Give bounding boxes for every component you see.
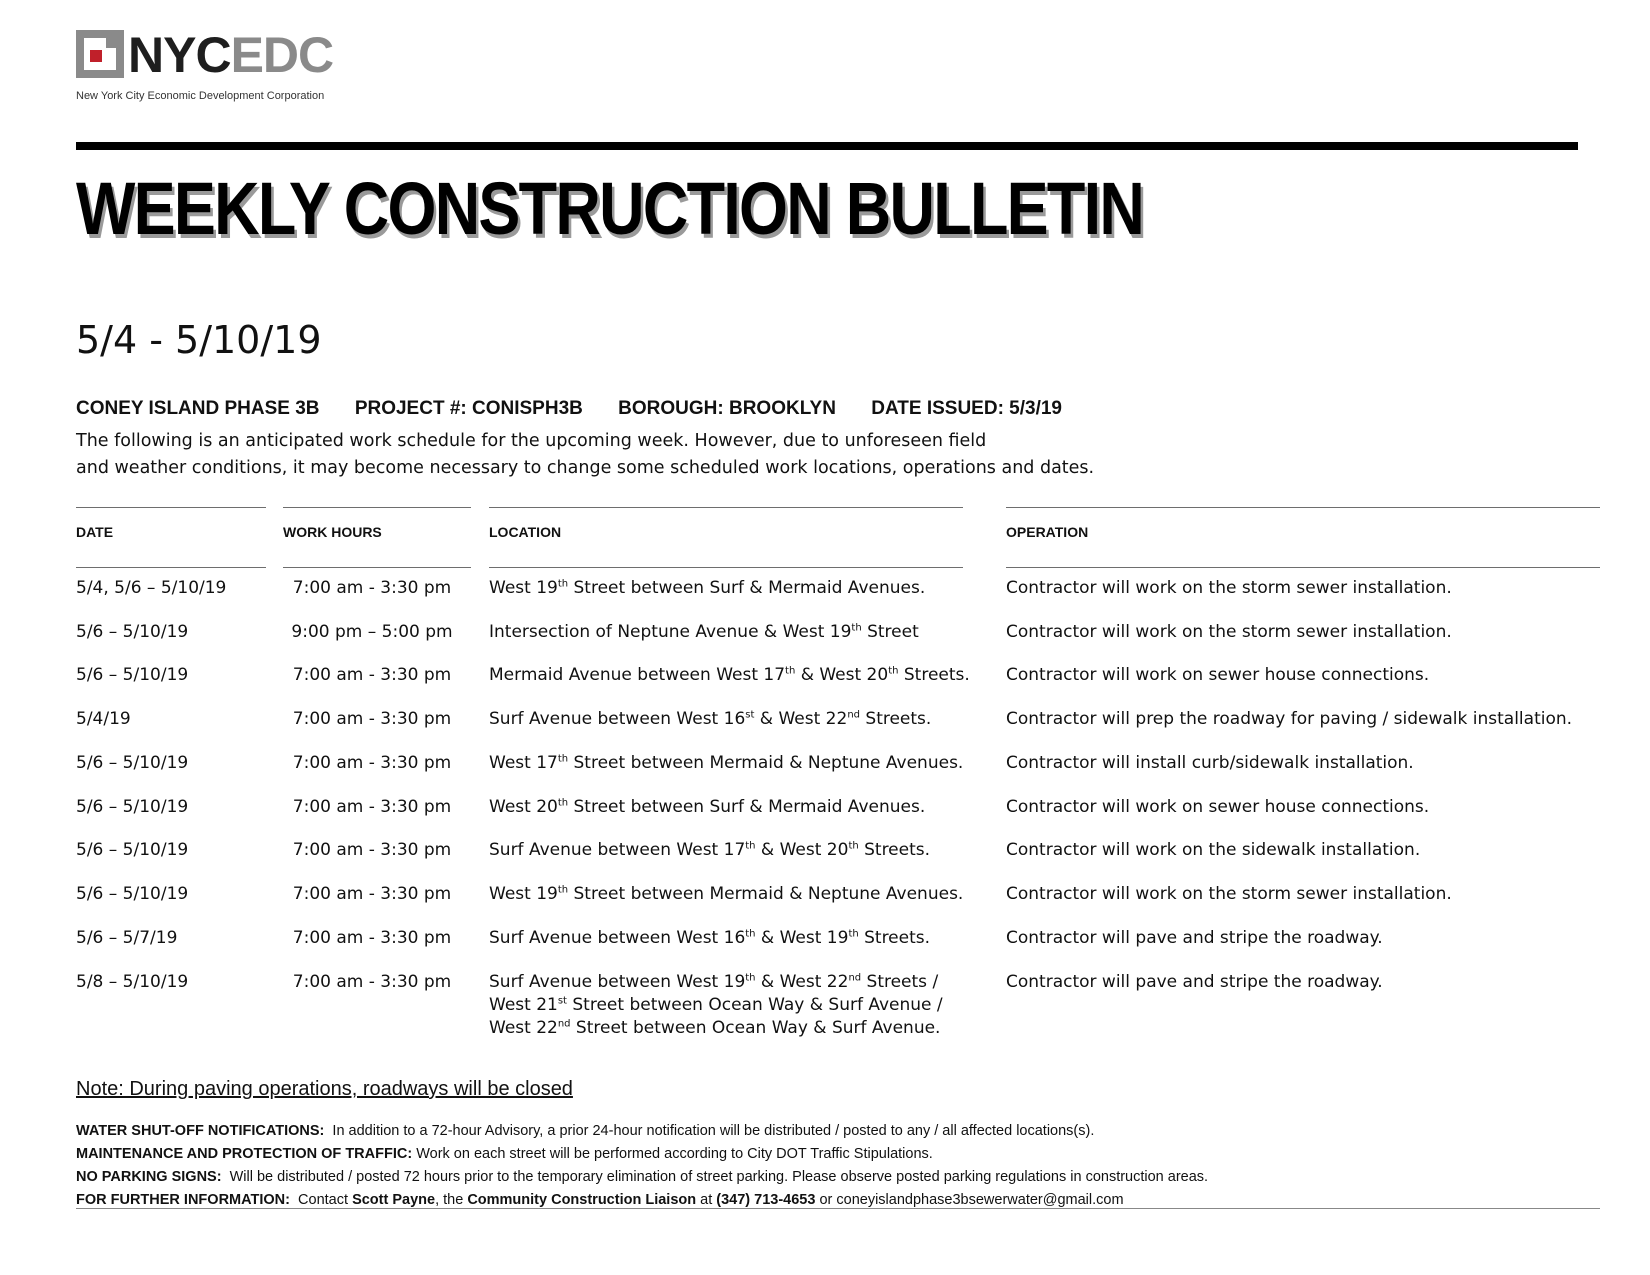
location-text: Streets /	[861, 972, 939, 992]
cell-work-hours: 7:00 am - 3:30 pm	[292, 709, 452, 729]
cell-location	[489, 883, 969, 906]
ordinal-suffix: th	[557, 797, 569, 809]
cell-work-hours: 7:00 am - 3:30 pm	[292, 578, 452, 598]
cell-work-hours: 7:00 am - 3:30 pm	[292, 928, 452, 948]
cell-date: 5/6 – 5/10/19	[76, 797, 189, 817]
cell-location	[489, 971, 969, 1040]
location-text: Street	[861, 622, 919, 642]
cell-operation: Contractor will pave and stripe the roadway.	[1006, 972, 1383, 992]
location-line	[489, 927, 969, 950]
location-line	[489, 796, 969, 819]
cell-work-hours: 7:00 am - 3:30 pm	[292, 797, 452, 817]
project-meta	[76, 398, 1092, 420]
cell-operation: Contractor will work on sewer house connections.	[1006, 797, 1430, 817]
cell-operation: Contractor will pave and stripe the roadway.	[1006, 928, 1383, 948]
maintenance-notice	[76, 1143, 1208, 1166]
location-line	[489, 708, 969, 731]
cell-date: 5/6 – 5/10/19	[76, 665, 189, 685]
location-text: & West 19	[755, 928, 849, 948]
date-range: 5/4 - 5/10/19	[76, 318, 322, 362]
cell-location	[489, 927, 969, 950]
cell-date: 5/4, 5/6 – 5/10/19	[76, 578, 227, 598]
ordinal-suffix: th	[888, 665, 899, 677]
cell-location	[489, 796, 969, 819]
location-text: West 17	[489, 753, 558, 773]
cell-operation: Contractor will install curb/sidewalk installation.	[1006, 753, 1414, 773]
cell-date: 5/6 – 5/7/19	[76, 928, 178, 948]
no-parking-label: NO PARKING SIGNS:	[76, 1169, 222, 1185]
header-rule-bottom-date	[76, 567, 266, 568]
location-text: Street between Mermaid & Neptune Avenues.	[568, 884, 964, 904]
nycedc-logo-icon	[76, 30, 124, 78]
cell-work-hours: 7:00 am - 3:30 pm	[292, 665, 452, 685]
header-rule-top-date	[76, 507, 266, 508]
location-text: Streets.	[858, 928, 931, 948]
cell-operation: Contractor will prep the roadway for paving / sidewalk installation.	[1006, 709, 1573, 729]
project-borough: BOROUGH: BROOKLYN	[618, 398, 836, 419]
cell-work-hours: 7:00 am - 3:30 pm	[292, 840, 452, 860]
contact-prefix: Contact	[298, 1192, 349, 1208]
further-info-label: FOR FURTHER INFORMATION:	[76, 1192, 290, 1208]
contact-name: Scott Payne	[352, 1192, 436, 1208]
cell-date: 5/6 – 5/10/19	[76, 884, 189, 904]
location-text: & West 22	[755, 972, 849, 992]
location-text: Street between Mermaid & Neptune Avenues.	[568, 753, 964, 773]
header-rule-top-operation	[1006, 507, 1600, 508]
column-header-operation: OPERATION	[1006, 524, 1089, 540]
location-text: Street between Surf & Mermaid Avenues.	[568, 797, 926, 817]
location-line	[489, 994, 969, 1017]
contact-or: or	[819, 1192, 833, 1208]
ordinal-suffix: th	[557, 578, 569, 590]
cell-location	[489, 577, 969, 600]
footer-rule	[76, 1208, 1600, 1209]
ordinal-suffix: th	[745, 840, 756, 852]
location-line	[489, 971, 969, 994]
column-header-work-hours: WORK HOURS	[283, 524, 382, 540]
location-text: West 20	[489, 797, 558, 817]
ordinal-suffix: th	[848, 928, 859, 940]
location-text: West 19	[489, 884, 558, 904]
ordinal-suffix: th	[851, 622, 862, 634]
location-text: Surf Avenue between West 16	[489, 709, 746, 729]
cell-work-hours: 7:00 am - 3:30 pm	[292, 753, 452, 773]
ordinal-suffix: th	[557, 884, 569, 896]
header-rule	[76, 142, 1578, 150]
location-text: Street between Ocean Way & Surf Avenue /	[566, 995, 943, 1015]
cell-operation: Contractor will work on the storm sewer installation.	[1006, 578, 1452, 598]
cell-location	[489, 664, 969, 687]
location-text: Street between Ocean Way & Surf Avenue.	[570, 1018, 941, 1038]
water-shutoff-label: WATER SHUT-OFF NOTIFICATIONS:	[76, 1123, 325, 1139]
location-text: & West 22	[754, 709, 848, 729]
location-line	[489, 752, 969, 775]
cell-operation: Contractor will work on the sidewalk installation.	[1006, 840, 1421, 860]
cell-location	[489, 752, 969, 775]
intro-line: and weather conditions, it may become necessary to change some scheduled work locations, operations and dates.	[76, 458, 1095, 478]
location-text: Streets.	[860, 709, 932, 729]
location-text: Surf Avenue between West 16	[489, 928, 746, 948]
cell-operation: Contractor will work on the storm sewer installation.	[1006, 884, 1452, 904]
water-shutoff-text: In addition to a 72-hour Advisory, a prior 24-hour notification will be distributed / posted to any / all affected locations(s).	[332, 1123, 1095, 1139]
location-text: Surf Avenue between West 19	[489, 972, 746, 992]
ordinal-suffix: th	[745, 928, 756, 940]
header-rule-bottom-operation	[1006, 567, 1600, 568]
cell-work-hours: 9:00 pm – 5:00 pm	[291, 622, 453, 642]
date-issued: DATE ISSUED: 5/3/19	[871, 398, 1062, 419]
contact-at: at	[700, 1192, 713, 1208]
cell-date: 5/6 – 5/10/19	[76, 753, 189, 773]
location-text: West 19	[489, 578, 558, 598]
ordinal-suffix: st	[745, 709, 755, 721]
header-rule-top-location	[489, 507, 963, 508]
footer-notices	[76, 1120, 1208, 1212]
contact-email[interactable]: coneyislandphase3bsewerwater@gmail.com	[836, 1192, 1124, 1208]
ordinal-suffix: st	[557, 995, 567, 1007]
cell-location	[489, 708, 969, 731]
no-parking-text: Will be distributed / posted 72 hours prior to the temporary elimination of street parking. Please observe posted parking regulations in construction areas.	[229, 1169, 1209, 1185]
header-rule-bottom-location	[489, 567, 963, 568]
location-line	[489, 664, 969, 687]
logo-wordmark	[128, 26, 333, 84]
cell-date: 5/8 – 5/10/19	[76, 972, 189, 992]
header-rule-bottom-hours	[283, 567, 471, 568]
cell-work-hours: 7:00 am - 3:30 pm	[292, 884, 452, 904]
location-text: & West 20	[795, 665, 889, 685]
cell-location	[489, 839, 969, 862]
intro-line: The following is an anticipated work schedule for the upcoming week. However, due to unforeseen field	[76, 431, 987, 451]
location-line	[489, 839, 969, 862]
cell-operation: Contractor will work on the storm sewer installation.	[1006, 622, 1452, 642]
ordinal-suffix: nd	[847, 709, 860, 721]
location-line	[489, 1017, 969, 1040]
no-parking-notice	[76, 1166, 1208, 1189]
project-number: PROJECT #: CONISPH3B	[354, 398, 583, 419]
cell-date: 5/4/19	[76, 709, 131, 729]
maintenance-text: Work on each street will be performed according to City DOT Traffic Stipulations.	[416, 1146, 933, 1162]
logo-org-name: New York City Economic Development Corporation	[76, 90, 325, 102]
cell-date: 5/6 – 5/10/19	[76, 840, 189, 860]
contact-role: Community Construction Liaison	[467, 1192, 697, 1208]
header-rule-top-hours	[283, 507, 471, 508]
cell-date: 5/6 – 5/10/19	[76, 622, 189, 642]
location-text: West 22	[489, 1018, 558, 1038]
location-text: Intersection of Neptune Avenue & West 19	[489, 622, 852, 642]
cell-operation: Contractor will work on sewer house connections.	[1006, 665, 1430, 685]
ordinal-suffix: th	[745, 972, 756, 984]
maintenance-label: MAINTENANCE AND PROTECTION OF TRAFFIC:	[76, 1146, 413, 1162]
column-header-date: DATE	[76, 524, 114, 540]
location-text: West 21	[489, 995, 558, 1015]
contact-phone: (347) 713-4653	[716, 1192, 816, 1208]
location-text: Mermaid Avenue between West 17	[489, 665, 786, 685]
column-header-location: LOCATION	[489, 524, 562, 540]
ordinal-suffix: nd	[557, 1018, 571, 1030]
location-text: & West 20	[755, 840, 849, 860]
cell-location	[489, 621, 969, 644]
ordinal-suffix: th	[785, 665, 796, 677]
intro-paragraph	[76, 428, 1094, 482]
location-text: Streets.	[898, 665, 970, 685]
contact-the: , the	[435, 1192, 464, 1208]
location-text: Surf Avenue between West 17	[489, 840, 746, 860]
project-name: CONEY ISLAND PHASE 3B	[76, 398, 320, 419]
cell-work-hours: 7:00 am - 3:30 pm	[292, 972, 452, 992]
paving-note: Note: During paving operations, roadways will be closed	[76, 1078, 573, 1100]
location-text: Street between Surf & Mermaid Avenues.	[568, 578, 926, 598]
logo-wordmark-edc: EDC	[230, 27, 334, 83]
nycedc-logo	[76, 27, 416, 110]
water-shutoff-notice	[76, 1120, 1208, 1143]
page-title: WEEKLY CONSTRUCTION BULLETIN	[76, 167, 1144, 250]
location-line	[489, 621, 969, 644]
location-line	[489, 577, 969, 600]
ordinal-suffix: nd	[848, 972, 862, 984]
location-text: Streets.	[858, 840, 931, 860]
ordinal-suffix: th	[557, 753, 569, 765]
logo-wordmark-nyc: NYC	[128, 27, 231, 83]
ordinal-suffix: th	[848, 840, 859, 852]
location-line	[489, 883, 969, 906]
